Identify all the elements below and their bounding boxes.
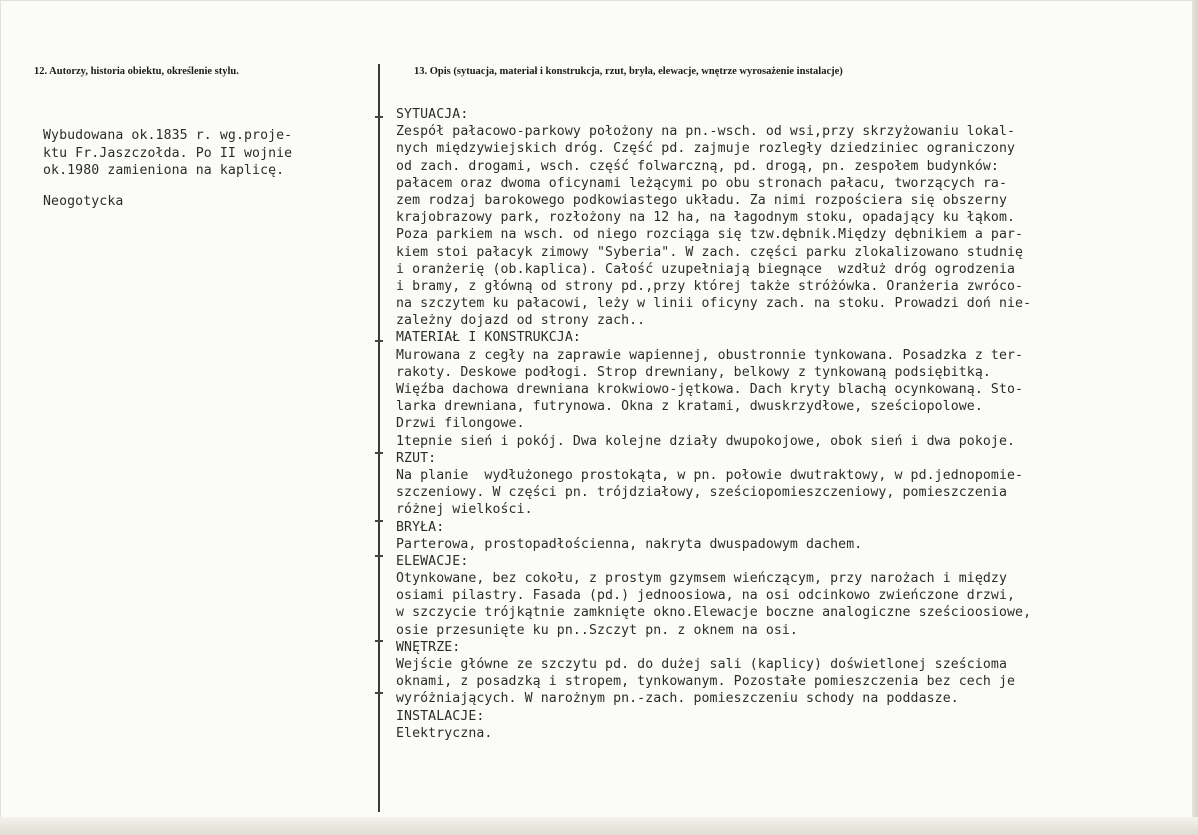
description-line: rakoty. Deskowe podłogi. Strop drewniany, belkowy z tynkowaną podsiębitką. [396, 364, 991, 380]
description-line: pałacem oraz dwoma oficynami leżącymi po obu stronach pałacu, tworzących ra- [396, 175, 1008, 191]
description-line: Parterowa, prostopadłościenna, nakryta dwuspadowym dachem. [396, 536, 863, 552]
divider-tick [375, 520, 383, 522]
sheet-edge-bottom [0, 817, 1198, 835]
description-line: oknami, z posadzką i stropem, tynkowanym. Pozostałe pomieszczenia bez cech je [396, 674, 1016, 690]
description-line: kiem stoi pałacyk zimowy "Syberia". W zach. części parku zlokalizowano studnię [396, 244, 1024, 260]
description-line: Zespół pałacowo-parkowy położony na pn.-wsch. od wsi,przy skrzyżowaniu lokal- [396, 124, 1016, 140]
description-line: BRYŁA: [396, 519, 445, 535]
description-line: Otynkowane, bez cokołu, z prostym gzymsem wieńczącym, przy narożach i między [396, 571, 1008, 587]
description-line: nych międzywiejskich dróg. Część pd. zajmuje rozległy dziedziniec ograniczony [396, 141, 1016, 157]
description-line: ELEWACJE: [396, 553, 469, 569]
description-line: RZUT: [396, 450, 437, 466]
description-text [396, 106, 1186, 742]
section-12-header: 12. Autorzy, historia obiektu, określenie stylu. [34, 66, 239, 77]
description-line: Poza parkiem na wsch. od niego rozciąga się tzw.dębnik.Między dębnikiem a par- [396, 227, 1024, 243]
description-line: szczeniowy. W części pn. trójdziałowy, sześciopomieszczeniowy, pomieszczenia [396, 485, 1008, 501]
description-line: osiami pilastry. Fasada (pd.) jednoosiowa, na osi odcinkowo zwieńczone drzwi, [396, 588, 1016, 604]
description-line: INSTALACJE: [396, 708, 485, 724]
description-line: 1tepnie sień i pokój. Dwa kolejne działy dwupokojowe, obok sień i dwa pokoje. [396, 433, 1016, 449]
description-line: różnej wielkości. [396, 502, 533, 518]
description-line: Więźba dachowa drewniana krokwiowo-jętkowa. Dach kryty blachą ocynkowaną. Sto- [396, 382, 1024, 397]
history-text [43, 127, 363, 180]
description-line: SYTUACJA: [396, 107, 469, 122]
history-line: ok.1980 zamieniona na kaplicę. [43, 163, 285, 178]
description-line: i bramy, z główną od strony pd.,przy której także stróżówka. Oranżeria zwróco- [396, 278, 1024, 294]
description-line: Na planie wydłużonego prostokąta, w pn. połowie dwutraktowy, w pd.jednopomie- [396, 467, 1024, 483]
description-line: Wejście główne ze szczytu pd. do dużej sali (kaplicy) doświetlonej sześcioma [396, 657, 1008, 672]
divider-tick [375, 640, 383, 642]
description-line: wyróżniających. W narożnym pn.-zach. pomieszczeniu schody na poddasze. [396, 691, 959, 707]
description-line: Elektryczna. [396, 725, 493, 741]
divider-tick [375, 340, 383, 342]
description-line: na szczytem ku pałacowi, leży w linii oficyny zach. na stoku. Prowadzi doń nie- [396, 296, 1032, 312]
description-line: zależny dojazd od strony zach.. [396, 313, 646, 329]
description-line: krajobrazowy park, rozłożony na 12 ha, na łagodnym stoku, opadający ku łąkom. [396, 210, 1016, 226]
description-line: od zach. drogami, wsch. część folwarczną, pd. drogą, pn. zespołem budynków: [396, 158, 999, 174]
description-line: i oranżerię (ob.kaplica). Całość uzupełniają biegnące wzdłuż dróg ogrodzenia [396, 261, 1016, 277]
sheet-edge-right [1192, 0, 1198, 835]
description-line: Drzwi filongowe. [396, 416, 525, 432]
divider-tick [375, 452, 383, 454]
divider-tick [375, 555, 383, 557]
column-divider [378, 64, 380, 812]
description-line: larka drewniana, futrynowa. Okna z kratami, dwuskrzydłowe, sześciopolowe. [396, 399, 983, 415]
description-line: zem rodzaj barokowego podkowiastego układu. Za nimi rozpościera się obszerny [396, 192, 1008, 208]
divider-tick [375, 116, 383, 118]
history-line: ktu Fr.Jaszczołda. Po II wojnie [43, 145, 293, 161]
style-text [43, 193, 363, 211]
section-13-header: 13. Opis (sytuacja, materiał i konstrukcja, rzut, bryła, elewacje, wnętrze wyrosażenie instalacje) [414, 66, 843, 77]
description-line: WNĘTRZE: [396, 639, 461, 655]
description-line: osie przesunięte ku pn..Szczyt pn. z oknem na osi. [396, 622, 798, 638]
divider-tick [375, 692, 383, 694]
history-line: Wybudowana ok.1835 r. wg.proje- [43, 128, 293, 143]
description-line: w szczycie trójkątnie zamknięte okno.Elewacje boczne analogiczne sześcioosiowe, [396, 605, 1032, 621]
style-value: Neogotycka [43, 194, 124, 209]
description-line: Murowana z cegły na zaprawie wapiennej, obustronnie tynkowana. Posadzka z ter- [396, 347, 1024, 363]
description-line: MATERIAŁ I KONSTRUKCJA: [396, 330, 581, 346]
